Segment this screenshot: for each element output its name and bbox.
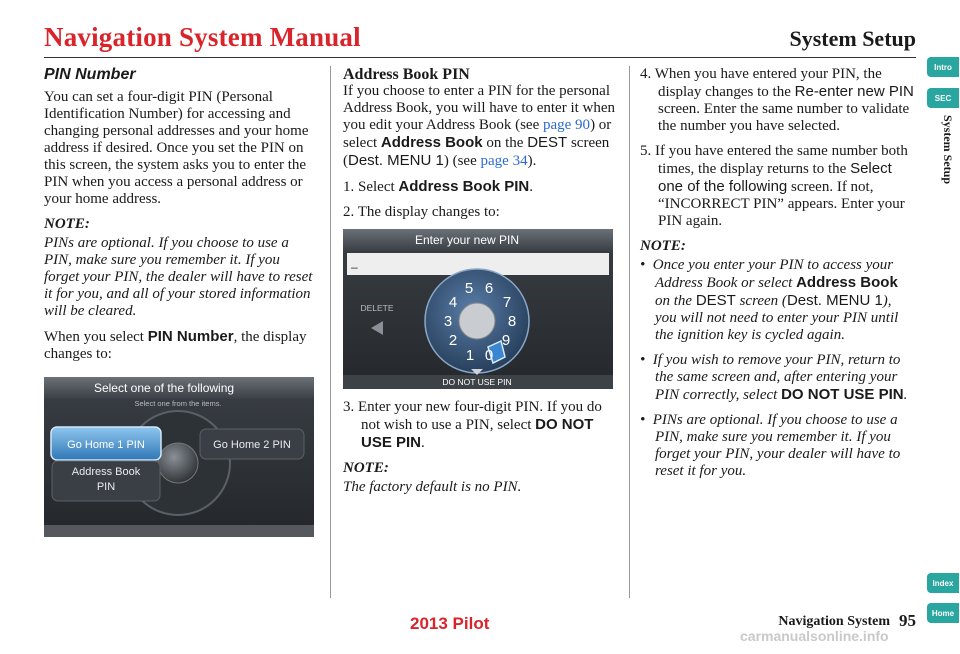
screen-title: Select one of the following	[93, 381, 235, 395]
step-1: 1. Select Address Book PIN.	[343, 178, 534, 195]
pin-digit[interactable]: 3	[443, 313, 453, 330]
delete-button[interactable]: DELETE	[360, 303, 394, 313]
note-label: NOTE:	[44, 216, 90, 232]
column-divider	[629, 66, 630, 598]
footer-section-label: Navigation System	[778, 614, 890, 629]
pin-digit[interactable]: 7	[502, 294, 512, 311]
factory-default-note: The factory default is no PIN.	[343, 479, 522, 495]
pin-digit[interactable]: 0	[484, 347, 494, 364]
pin-intro-text: You can set a four-digit PIN (Personal Identification Number) for accessing and changing personal addresses and your home address if desired. Once you set the PIN on this screen, the system asks you to enter the PIN when you access a personal address or your home address.	[44, 89, 309, 207]
side-section-label: System Setup	[941, 115, 955, 185]
address-book-pin-heading: Address Book PIN	[343, 66, 470, 83]
manual-title: Navigation System Manual	[44, 22, 361, 52]
pin-digit[interactable]: 8	[507, 313, 517, 330]
do-not-use-pin-button[interactable]: DO NOT USE PIN	[442, 377, 512, 387]
index-tab[interactable]: Index	[927, 573, 959, 593]
home-tab[interactable]: Home	[927, 603, 959, 623]
enter-pin-screen-image	[343, 229, 613, 389]
pin-digit[interactable]: 6	[484, 280, 494, 297]
pin-screen-title: Enter your new PIN	[414, 233, 520, 247]
note-text: PINs are optional. If you choose to use a PIN, make sure you remember it. If you forget your PIN, the dealer will have to reset it for you, and all of your stored information will be cleared.	[44, 235, 313, 319]
page-34-link[interactable]: page 34	[480, 153, 528, 169]
column-divider	[330, 66, 331, 598]
pin-digit[interactable]: 5	[464, 280, 474, 297]
address-book-pin-button[interactable]: Address Book	[71, 466, 141, 478]
pin-digit[interactable]: 1	[465, 347, 475, 364]
section-title: System Setup	[789, 26, 916, 51]
note-bullet-2: • If you wish to remove your PIN, return to the same screen and, after entering your PIN correctly, select DO NOT USE PIN.	[640, 352, 908, 403]
pin-number-ref: PIN Number	[147, 328, 234, 345]
go-home-1-pin-button[interactable]: Go Home 1 PIN	[67, 439, 145, 451]
note-bullet-3: • PINs are optional. If you choose to use a PIN, make sure you remember it. If you forget your PIN, your dealer will have to reset it for you.	[640, 412, 901, 479]
pin-number-heading: PIN Number	[44, 66, 136, 83]
address-book-pin-text: If you choose to enter a PIN for the personal Address Book, you will have to enter it when you edit your Address Book (see page 90) or select Address Book on the DEST screen (Dest. MENU 1) (see page 34).	[343, 83, 616, 169]
when-select-text: When you select PIN Number, the display changes to:	[44, 328, 307, 362]
pin-entry-field: –	[351, 260, 358, 274]
page-number: 95	[899, 611, 916, 630]
address-book-pin-button-line2: PIN	[96, 481, 116, 493]
note-bullet-1: • Once you enter your PIN to access your Address Book or select Address Book on the DEST screen (Dest. MENU 1), you will not need to enter your PIN until the ignition key is cycled again.	[640, 257, 899, 343]
note-label: NOTE:	[640, 238, 686, 254]
go-home-2-pin-button[interactable]: Go Home 2 PIN	[213, 439, 291, 451]
intro-tab[interactable]: Intro	[927, 57, 959, 77]
pin-digit[interactable]: 4	[448, 294, 458, 311]
column-address-book-pin	[343, 66, 617, 504]
model-watermark: 2013 Pilot	[410, 614, 490, 633]
screen-subtitle: Select one from the items.	[134, 399, 222, 408]
pin-digit[interactable]: 9	[501, 332, 511, 349]
header-divider	[44, 57, 916, 58]
step-3: 3. Enter your new four-digit PIN. If you do not wish to use a PIN, select DO NOT USE PIN.	[343, 399, 602, 451]
step-2: 2. The display changes to:	[343, 204, 500, 220]
site-watermark: carmanualsonline.info	[740, 628, 889, 644]
page-90-link[interactable]: page 90	[542, 117, 591, 133]
column-pin-number	[44, 66, 316, 537]
sec-tab[interactable]: SEC	[927, 88, 959, 108]
step-4: 4. When you have entered your PIN, the display changes to the Re-enter new PIN screen. Enter the same number to validate the number you have selected.	[640, 66, 914, 134]
select-screen-image	[44, 377, 314, 537]
column-steps-notes	[640, 66, 916, 488]
pin-digit[interactable]: 2	[448, 332, 458, 349]
step-5: 5. If you have entered the same number both times, the display returns to the Select one of the following screen. If not, “INCORRECT PIN” appears. Enter your PIN again.	[640, 143, 908, 229]
note-label: NOTE:	[343, 460, 389, 476]
